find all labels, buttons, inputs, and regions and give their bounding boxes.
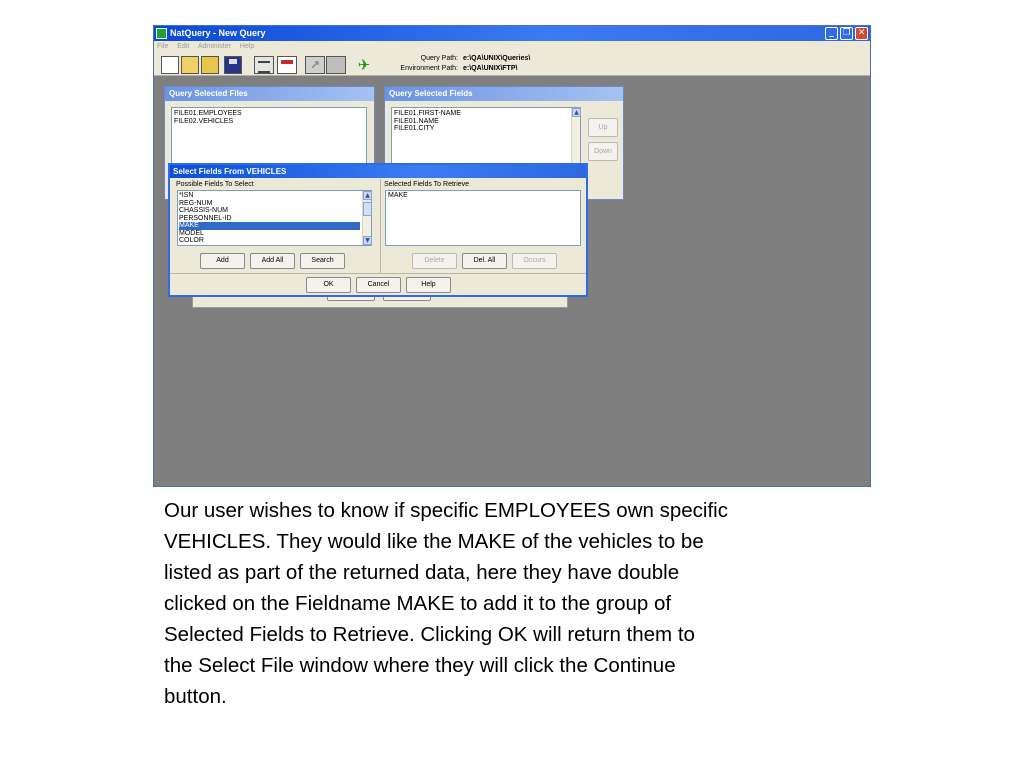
del-all-button[interactable]: Del. All	[462, 253, 507, 269]
title-bar[interactable]	[154, 26, 870, 41]
minimize-button[interactable]: _	[825, 27, 838, 40]
new-icon[interactable]	[161, 56, 179, 74]
open-icon[interactable]	[181, 56, 199, 74]
window-title: NatQuery - New Query	[170, 28, 266, 38]
query-path-label: Query Path:	[420, 55, 458, 62]
list-item[interactable]: *ISN	[179, 192, 194, 199]
list-item[interactable]: FILE01.CITY	[394, 125, 435, 132]
env-path-label: Environment Path:	[400, 65, 458, 72]
list-icon[interactable]	[254, 56, 274, 74]
env-path-value: e:\QA\UNIX\FTP\	[463, 65, 518, 72]
list-item[interactable]: PERSONNEL-ID	[179, 214, 232, 222]
list-item[interactable]: FILE01.NAME	[394, 117, 439, 125]
open-folder-icon[interactable]	[201, 56, 219, 74]
selected-fields-list[interactable]	[385, 190, 581, 246]
list-item[interactable]: FILE02.VEHICLES	[174, 117, 234, 125]
run-disabled-icon	[326, 56, 346, 74]
menu-bar	[154, 41, 870, 53]
delete-button[interactable]: Delete	[412, 253, 457, 269]
menu-administer[interactable]: Administer	[197, 43, 231, 50]
list-item-selected[interactable]: MAKE	[179, 222, 360, 230]
occurs-button[interactable]: Occurs	[512, 253, 557, 269]
maximize-button[interactable]: ❐	[840, 27, 853, 40]
ok-button[interactable]: OK	[306, 277, 351, 293]
possible-fields-scrollbar[interactable]	[362, 191, 371, 245]
close-button[interactable]: ✕	[855, 27, 868, 40]
run-icon[interactable]: ↗	[305, 56, 325, 74]
query-files-title: Query Selected Files	[165, 87, 374, 101]
go-icon[interactable]: ✈	[357, 56, 371, 74]
down-button[interactable]: Down	[588, 142, 618, 161]
add-all-button[interactable]: Add All	[250, 253, 295, 269]
scroll-down-icon[interactable]: ▼	[363, 236, 372, 245]
list-item[interactable]: CHASSIS-NUM	[179, 207, 229, 214]
menu-file[interactable]: File	[157, 43, 169, 50]
add-button[interactable]: Add	[200, 253, 245, 269]
query-fields-title: Query Selected Fields	[385, 87, 623, 101]
dialog-title[interactable]: Select Fields From VEHICLES	[170, 165, 586, 178]
cancel-button[interactable]: Cancel	[356, 277, 401, 293]
possible-fields-list[interactable]	[177, 190, 372, 246]
save-icon[interactable]	[224, 56, 242, 74]
menu-edit[interactable]: Edit	[177, 43, 190, 50]
menu-help[interactable]: Help	[239, 43, 255, 50]
list-item[interactable]: FILE01.EMPLOYEES	[174, 110, 242, 117]
divider	[170, 273, 586, 274]
scroll-thumb[interactable]	[363, 202, 372, 216]
list-item[interactable]: REG-NUM	[179, 199, 213, 207]
help-button[interactable]: Help	[406, 277, 451, 293]
list-item[interactable]: COLOR	[179, 237, 204, 244]
select-fields-dialog	[168, 163, 588, 297]
query-path-value: e:\QA\UNIX\Queries\	[463, 55, 531, 62]
divider	[380, 179, 381, 273]
up-button[interactable]: Up	[588, 118, 618, 137]
selected-fields-label: Selected Fields To Retrieve	[384, 181, 470, 188]
slide-caption: Our user wishes to know if specific EMPLOYEES own specific VEHICLES. They would like the MAKE of the vehicles to be listed as part of the returned data, here they have double clicked on the Fieldname MAKE to add it to the group of Selected Fields to Retrieve. Clicking OK will return them to the Select File window where they will click the Continue button.	[164, 499, 728, 708]
path-labels	[384, 54, 458, 74]
app-icon	[156, 28, 167, 39]
list-item[interactable]: FILE01.FIRST-NAME	[394, 110, 461, 117]
list-item[interactable]: MAKE	[388, 192, 408, 199]
list-item[interactable]: MODEL	[179, 229, 204, 237]
data-icon[interactable]	[277, 56, 297, 74]
scroll-up-icon[interactable]: ▲	[572, 108, 581, 117]
search-button[interactable]: Search	[300, 253, 345, 269]
scroll-up-icon[interactable]: ▲	[363, 191, 372, 200]
possible-fields-label: Possible Fields To Select	[176, 181, 254, 188]
path-values	[463, 54, 530, 74]
